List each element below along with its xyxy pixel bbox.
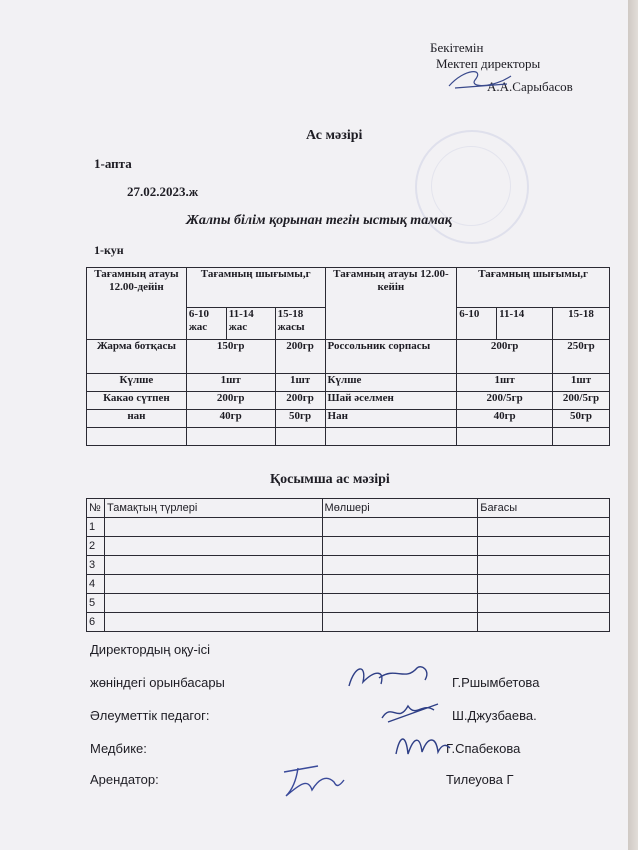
row-number: 1: [87, 518, 105, 537]
empty-cell: [322, 575, 478, 594]
dish-before-qty-1: 200гр: [186, 392, 275, 410]
director-signature: [445, 66, 515, 92]
dish-before: Жарма ботқасы: [87, 340, 187, 374]
empty-cell: [478, 575, 610, 594]
empty-cell: [104, 613, 322, 632]
empty-cell: [478, 556, 610, 575]
dish-before-qty-2: 200гр: [275, 340, 325, 374]
page-title: Ас мәзірі: [306, 128, 363, 143]
header-price: Бағасы: [478, 499, 610, 518]
dish-after: Шай әселмен: [325, 392, 457, 410]
dish-after-qty-1: 1шт: [457, 374, 553, 392]
dish-before-qty-1: 40гр: [186, 410, 275, 428]
dish-before: Күлше: [87, 374, 187, 392]
empty-cell: [478, 613, 610, 632]
table-row: [87, 410, 610, 428]
signature-role-5: Арендатор:: [90, 772, 159, 787]
header-output-after: Тағамның шығымы,г: [457, 268, 610, 308]
empty-cell: [104, 518, 322, 537]
header-number: №: [87, 499, 105, 518]
empty-cell: [186, 428, 275, 446]
dish-before-qty-2: 200гр: [275, 392, 325, 410]
table-row: [87, 428, 610, 446]
extra-menu-table: [86, 498, 610, 632]
empty-cell: [457, 428, 553, 446]
header-name-before: Тағамның атауы 12.00-дейін: [87, 268, 187, 340]
dish-after: Күлше: [325, 374, 457, 392]
signature-role-4: Медбике:: [90, 741, 147, 756]
table-row: [87, 613, 610, 632]
empty-cell: [553, 428, 610, 446]
dish-before: нан: [87, 410, 187, 428]
signature-name-2: Г.Ршымбетова: [452, 675, 540, 690]
table-row: [87, 392, 610, 410]
age-after-2: 11-14: [497, 308, 553, 340]
signature-name-3: Ш.Джузбаева.: [452, 708, 537, 723]
approval-line-2: Мектеп директоры: [436, 56, 541, 71]
empty-cell: [275, 428, 325, 446]
dish-before-qty-2: 50гр: [275, 410, 325, 428]
handwritten-signature: [378, 696, 448, 726]
empty-cell: [104, 537, 322, 556]
row-number: 2: [87, 537, 105, 556]
dish-after-qty-2: 200/5гр: [553, 392, 610, 410]
dish-after-qty-1: 200гр: [457, 340, 553, 374]
empty-cell: [104, 594, 322, 613]
table-row: [87, 594, 610, 613]
dish-after-qty-2: 1шт: [553, 374, 610, 392]
signature-name-5: Тилеуова Г: [446, 772, 514, 787]
empty-cell: [322, 594, 478, 613]
dish-after-qty-1: 200/5гр: [457, 392, 553, 410]
dish-after-qty-2: 250гр: [553, 340, 610, 374]
header-output-before: Тағамның шығымы,г: [186, 268, 325, 308]
dish-before-qty-1: 1шт: [186, 374, 275, 392]
age-after-3: 15-18: [553, 308, 610, 340]
header-amount: Мөлшері: [322, 499, 478, 518]
dish-before-qty-2: 1шт: [275, 374, 325, 392]
dish-before-qty-1: 150гр: [186, 340, 275, 374]
table-row: [87, 518, 610, 537]
row-number: 5: [87, 594, 105, 613]
menu-table: [86, 267, 610, 446]
empty-cell: [322, 556, 478, 575]
approval-line-1: Бекітемін: [430, 40, 484, 55]
row-number: 3: [87, 556, 105, 575]
row-number: 6: [87, 613, 105, 632]
table-row: [87, 374, 610, 392]
dish-after-qty-1: 40гр: [457, 410, 553, 428]
empty-cell: [325, 428, 457, 446]
table-row: [87, 556, 610, 575]
header-food-types: Тамақтың түрлері: [104, 499, 322, 518]
handwritten-signature: [278, 760, 348, 800]
age-before-3: 15-18 жасы: [275, 308, 325, 340]
signature-role-3: Әлеуметтік педагог:: [90, 708, 210, 723]
table-row: [87, 575, 610, 594]
age-before-1: 6-10 жас: [186, 308, 226, 340]
day-label: 1-кун: [94, 243, 124, 257]
dish-after: Россольник сорпасы: [325, 340, 457, 374]
table-row: [87, 537, 610, 556]
table-row: [87, 340, 610, 374]
empty-cell: [322, 537, 478, 556]
date-label: 27.02.2023.ж: [127, 184, 199, 199]
empty-cell: [478, 537, 610, 556]
dish-after-qty-2: 50гр: [553, 410, 610, 428]
dish-after: Нан: [325, 410, 457, 428]
row-number: 4: [87, 575, 105, 594]
extra-table-header: [87, 499, 610, 518]
empty-cell: [322, 518, 478, 537]
age-after-1: 6-10: [457, 308, 497, 340]
handwritten-signature: [345, 660, 435, 694]
dish-before: Какао сүтпен: [87, 392, 187, 410]
empty-cell: [322, 613, 478, 632]
extra-menu-title: Қосымша ас мәзірі: [270, 472, 390, 487]
empty-cell: [478, 594, 610, 613]
week-label: 1-апта: [94, 156, 132, 171]
signature-name-4: Г.Спабекова: [446, 741, 521, 756]
empty-cell: [104, 575, 322, 594]
page-edge: [628, 0, 638, 850]
age-before-2: 11-14 жас: [226, 308, 275, 340]
signature-role-1: Директордың оқу-ісі: [90, 642, 211, 657]
signature-role-2: жөніндегі орынбасары: [90, 675, 225, 690]
empty-cell: [478, 518, 610, 537]
subtitle: Жалпы білім қорынан тегін ыстық тамақ: [186, 213, 452, 228]
approval-line-3: А.А.Сарыбасов: [487, 79, 573, 94]
handwritten-signature: [392, 730, 452, 760]
empty-cell: [104, 556, 322, 575]
dish-before: [87, 428, 187, 446]
header-name-after: Тағамның атауы 12.00-кейін: [325, 268, 457, 340]
